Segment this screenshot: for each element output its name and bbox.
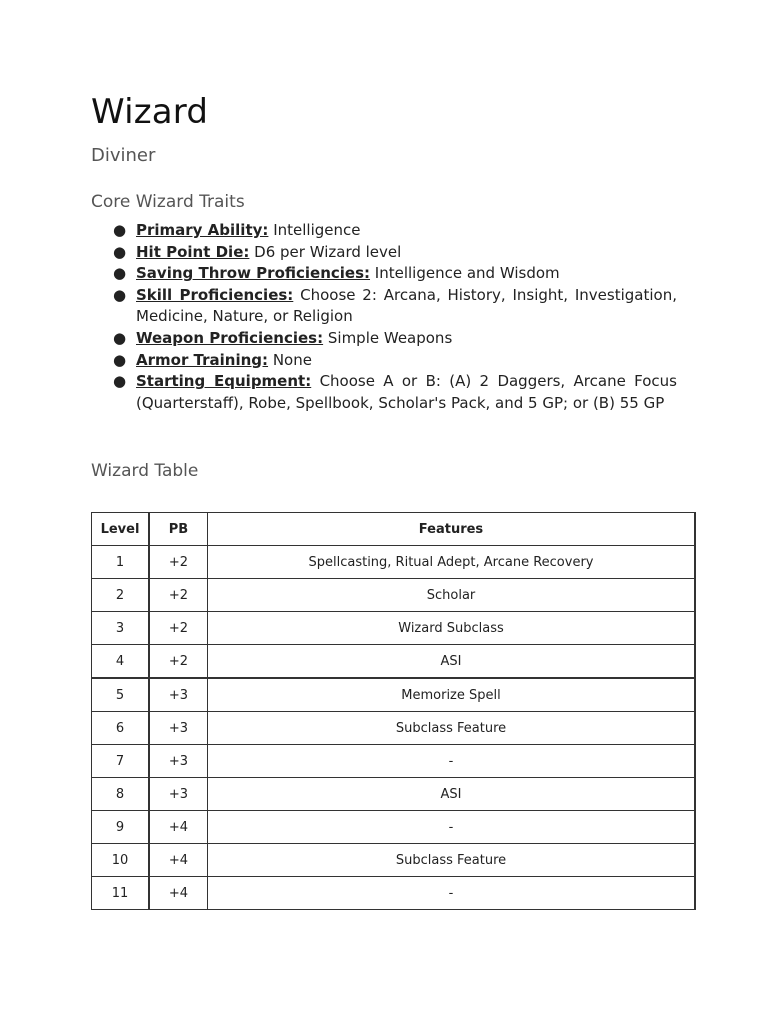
cell-features: Subclass Feature [208, 844, 696, 877]
trait-value: Choose 2: Arcana, History, Insight, Investigation, Medicine, Nature, or Religion [136, 285, 677, 326]
cell-level: 5 [92, 678, 150, 712]
cell-features: Memorize Spell [208, 678, 696, 712]
table-row [92, 546, 696, 579]
trait-item [91, 263, 677, 285]
column-header-level: Level [92, 513, 150, 546]
wizard-table-heading: Wizard Table [91, 461, 199, 481]
bullet-icon: ● [113, 221, 127, 239]
table-row [92, 645, 696, 679]
cell-features: - [208, 811, 696, 844]
table-row [92, 811, 696, 844]
column-header-pb: PB [149, 513, 208, 546]
bullet-icon: ● [113, 372, 127, 391]
cell-features: ASI [208, 778, 696, 811]
cell-level: 3 [92, 612, 150, 645]
cell-features: Spellcasting, Ritual Adept, Arcane Recovery [208, 546, 696, 579]
table-header-row [92, 513, 696, 546]
bullet-icon: ● [113, 285, 127, 304]
trait-label: Saving Throw Proficiencies: [136, 264, 371, 283]
bullet-icon: ● [113, 264, 127, 283]
trait-item [91, 242, 677, 264]
cell-level: 7 [92, 745, 150, 778]
trait-value: Intelligence and Wisdom [374, 264, 560, 283]
trait-item [91, 220, 677, 242]
cell-level: 10 [92, 844, 150, 877]
cell-level: 8 [92, 778, 150, 811]
cell-features: Subclass Feature [208, 712, 696, 745]
trait-value: D6 per Wizard level [254, 242, 402, 261]
cell-level: 2 [92, 579, 150, 612]
cell-pb: +2 [149, 612, 208, 645]
cell-level: 11 [92, 877, 150, 910]
cell-level: 4 [92, 645, 150, 679]
cell-pb: +3 [149, 678, 208, 712]
cell-features: ASI [208, 645, 696, 679]
trait-value: Intelligence [273, 221, 361, 239]
trait-value: Choose A or B: (A) 2 Daggers, Arcane Focus (Quarterstaff), Robe, Spellbook, Scholar's Pack, and 5 GP; or (B) 55 GP [136, 372, 677, 412]
core-traits-heading: Core Wizard Traits [91, 192, 245, 212]
table-row [92, 712, 696, 745]
trait-item [91, 371, 677, 414]
cell-pb: +4 [149, 811, 208, 844]
cell-pb: +4 [149, 844, 208, 877]
table-row [92, 844, 696, 877]
trait-label: Primary Ability: [136, 221, 269, 239]
traits-list [91, 220, 677, 414]
bullet-icon: ● [113, 328, 127, 347]
table-row [92, 678, 696, 712]
table-row [92, 778, 696, 811]
cell-level: 9 [92, 811, 150, 844]
column-header-features: Features [208, 513, 696, 546]
trait-label: Weapon Proficiencies: [136, 328, 324, 347]
trait-item [91, 328, 677, 350]
cell-pb: +3 [149, 778, 208, 811]
page-subtitle: Diviner [91, 145, 156, 166]
trait-label: Skill Proficiencies: [136, 285, 294, 304]
trait-value: Simple Weapons [327, 328, 453, 347]
cell-pb: +3 [149, 745, 208, 778]
cell-level: 6 [92, 712, 150, 745]
trait-label: Starting Equipment: [136, 372, 312, 391]
table-row [92, 612, 696, 645]
trait-item [91, 285, 677, 328]
cell-features: - [208, 745, 696, 778]
cell-features: Wizard Subclass [208, 612, 696, 645]
cell-features: - [208, 877, 696, 910]
table-row [92, 745, 696, 778]
table-row [92, 877, 696, 910]
bullet-icon: ● [113, 242, 127, 261]
bullet-icon: ● [113, 350, 127, 369]
trait-label: Armor Training: [136, 350, 269, 369]
trait-label: Hit Point Die: [136, 242, 250, 261]
wizard-table [91, 512, 696, 910]
cell-pb: +2 [149, 546, 208, 579]
trait-value: None [272, 350, 312, 369]
trait-item [91, 350, 677, 372]
cell-pb: +2 [149, 579, 208, 612]
cell-pb: +4 [149, 877, 208, 910]
cell-level: 1 [92, 546, 150, 579]
cell-pb: +2 [149, 645, 208, 679]
cell-pb: +3 [149, 712, 208, 745]
cell-features: Scholar [208, 579, 696, 612]
page-title: Wizard [91, 92, 209, 132]
table-row [92, 579, 696, 612]
